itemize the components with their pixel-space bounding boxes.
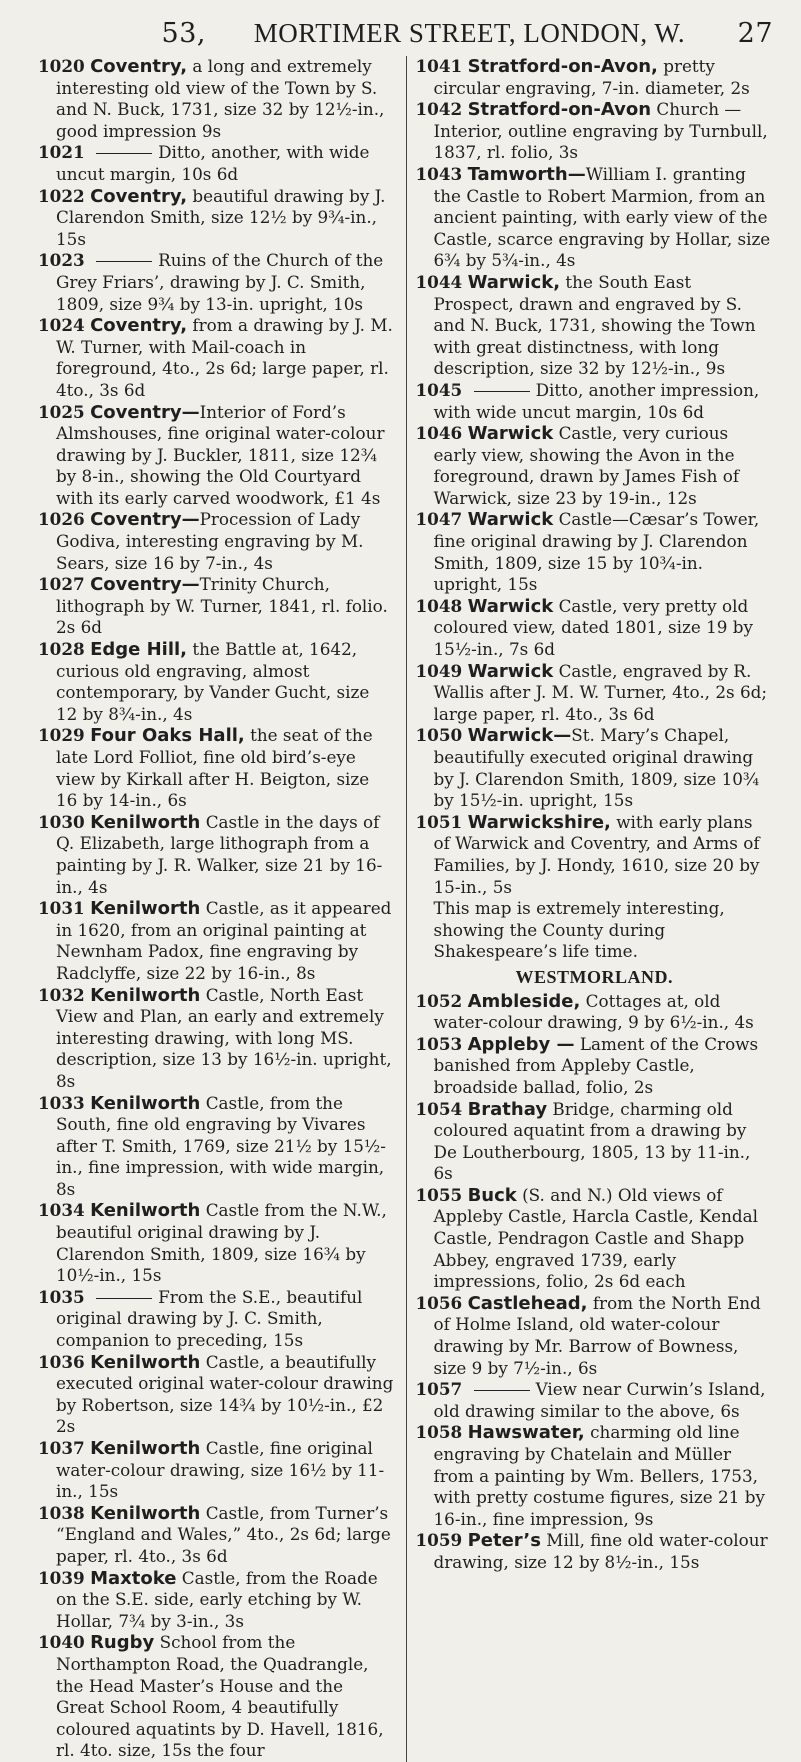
lot-number: 1025 — [38, 401, 85, 422]
lot-description: Church — Interior, outline engraving by Turnbull, 1837, rl. folio, 3s — [433, 99, 768, 163]
lot-title: Peter’s — [467, 1530, 541, 1552]
lot-title: Kenilworth — [90, 1200, 201, 1222]
lot-entry — [416, 596, 774, 661]
catalogue-columns — [38, 56, 773, 1762]
right-column — [406, 56, 774, 1762]
lot-title: Coventry— — [90, 401, 200, 423]
lot-number: 1043 — [415, 163, 463, 184]
lot-number: 1021 — [38, 142, 85, 163]
lot-title: Kenilworth — [90, 898, 201, 920]
lot-description: Castle, a beautifully executed original water-colour drawing by Robertson, size 14¾ by 10½-in., £2 2s — [56, 1351, 394, 1437]
lot-entry — [38, 1287, 396, 1352]
lot-number: 1044 — [415, 271, 463, 292]
lot-number: 1027 — [38, 574, 85, 595]
lot-entry — [38, 574, 396, 639]
lot-description: a long and extremely interesting old view of the Town by S. and N. Buck, 1731, size 32 by 12½-in., good impression 9s — [56, 56, 385, 141]
lot-description: Ditto, another impression, with wide uncut margin, 10s 6d — [433, 379, 760, 422]
lot-entry — [416, 509, 774, 595]
lot-description: the Battle at, 1642, curious old engraving, almost contemporary, by Vander Gucht, size 12 by 8¾-in., 4s — [56, 639, 370, 724]
lot-description: charming old line engraving by Chatelain and Müller from a painting by Wm. Bellers, 1753, with pretty costume figures, size 21 by 16-in., fine impression, 9s — [433, 1422, 765, 1529]
lot-description: from a drawing by J. M. W. Turner, with Mail-coach in foreground, 4to., 2s 6d; large paper, rl. 4to., 3s 6d — [56, 315, 393, 400]
ditto-rule — [96, 153, 152, 154]
lot-entry — [416, 725, 774, 811]
lot-entry — [38, 639, 396, 725]
lot-title: Stratford-on-Avon, — [467, 56, 658, 77]
lot-number: 1032 — [38, 984, 85, 1005]
lot-entry — [416, 991, 774, 1034]
lot-title: Buck — [467, 1184, 517, 1206]
lot-number: 1020 — [38, 56, 85, 76]
lot-entry — [38, 1568, 396, 1633]
lot-title: Warwick — [467, 595, 554, 617]
lot-entry — [38, 56, 396, 142]
lot-number: 1052 — [415, 990, 463, 1011]
lot-number: 1037 — [38, 1438, 85, 1458]
lot-number: 1046 — [415, 423, 463, 444]
lot-description: Ruins of the Church of the Grey Friars’, drawing by J. C. Smith, 1809, size 9¾ by 13-in. upright, 10s — [56, 250, 384, 314]
lot-description: St. Mary’s Chapel, beautifully executed original drawing by J. Clarendon Smith, 1809, size 10¾ by 15½-in. upright, 15s — [433, 725, 760, 811]
lot-title: Edge Hill, — [90, 639, 188, 661]
lot-title: Coventry, — [90, 315, 188, 337]
lot-description: William I. granting the Castle to Robert Marmion, from an ancient painting, with early view of the Castle, scarce engraving by Hollar, size 6¾ by 5¾-in., 4s — [433, 163, 771, 271]
lot-entry — [38, 1438, 396, 1503]
lot-entry — [416, 1422, 774, 1530]
lot-entry — [416, 56, 774, 99]
lot-number: 1024 — [38, 315, 85, 336]
lot-entry — [416, 661, 774, 726]
lot-title: Warwickshire, — [467, 811, 611, 833]
lot-title: Coventry— — [90, 509, 200, 531]
lot-entry — [416, 164, 774, 272]
lot-description: Castle—Cæsar’s Tower, fine original drawing by J. Clarendon Smith, 1809, size 15 by 10¾-in. upright, 15s — [433, 509, 760, 595]
lot-number: 1051 — [415, 811, 463, 832]
ditto-rule — [96, 1298, 152, 1299]
lot-number: 1029 — [38, 725, 85, 746]
entry-note: This map is extremely interesting, showing the County during Shakespeare’s life time. — [433, 898, 725, 962]
lot-number: 1050 — [415, 725, 463, 746]
lot-entry — [38, 1503, 396, 1568]
lot-number: 1055 — [415, 1184, 463, 1205]
lot-entry — [416, 423, 774, 509]
lot-description: with early plans of Warwick and Coventry, and Arms of Families, by J. Hondy, 1610, size 20 by 15-in., 5s — [433, 811, 760, 897]
lot-title: Kenilworth — [90, 811, 201, 833]
lot-number: 1030 — [38, 811, 85, 832]
lot-description: Ditto, another, with wide uncut margin, 10s 6d — [56, 142, 370, 184]
page-header — [38, 18, 773, 54]
lot-entry — [416, 1185, 774, 1293]
lot-title: Four Oaks Hall, — [90, 725, 245, 747]
lot-entry — [38, 509, 396, 574]
lot-description: the seat of the late Lord Folliot, fine old bird’s-eye view by Kirkall after H. Beigton, size 16 by 14-in., 6s — [56, 725, 373, 811]
lot-number: 1028 — [38, 639, 85, 660]
lot-title: Stratford-on-Avon — [467, 99, 652, 121]
lot-entry — [416, 812, 774, 898]
lot-number: 1040 — [38, 1632, 85, 1653]
lot-entry — [38, 1632, 396, 1762]
lot-description: pretty circular engraving, 7-in. diameter, 2s — [433, 56, 750, 98]
lot-number: 1058 — [415, 1422, 463, 1443]
lot-entry — [38, 186, 396, 251]
lot-number: 1023 — [38, 250, 85, 271]
lot-title: Kenilworth — [90, 1351, 201, 1373]
lot-number: 1056 — [415, 1292, 463, 1313]
lot-entry — [416, 1530, 774, 1573]
header-street-number: 53, — [161, 18, 206, 49]
left-column — [38, 56, 396, 1762]
lot-description: Castle in the days of Q. Elizabeth, large lithograph from a painting by J. R. Walker, size 21 by 16-in., 4s — [56, 811, 383, 897]
lot-description: Interior of Ford’s Almshouses, fine original water-colour drawing by J. Buckler, 1811, size 12¾ by 8-in., showing the Old Courtyard with its early carved woodwork, £1 4s — [56, 401, 385, 508]
lot-title: Rugby — [90, 1632, 155, 1654]
lot-description: the South East Prospect, drawn and engraved by S. and N. Buck, 1731, showing the Town with great distinctness, with long description, size 32 by 12½-in., 9s — [433, 271, 756, 379]
lot-title: Hawswater, — [467, 1422, 585, 1444]
lot-title: Warwick, — [467, 271, 561, 293]
lot-entry — [38, 725, 396, 811]
lot-description: Castle, North East View and Plan, an early and extremely interesting drawing, with long MS. description, size 13 by 16½-in. upright, 8s — [56, 984, 392, 1091]
lot-number: 1047 — [415, 509, 463, 530]
header-title: MORTIMER STREET, LONDON, W. — [253, 18, 686, 48]
lot-title: Kenilworth — [90, 1438, 201, 1459]
lot-entry — [38, 250, 396, 315]
lot-entry — [416, 1099, 774, 1185]
lot-number: 1053 — [415, 1033, 463, 1054]
lot-title: Kenilworth — [90, 1092, 201, 1114]
lot-description: Castle, from Turner’s “England and Wales,” 4to., 2s 6d; large paper, rl. 4to., 3s 6d — [56, 1502, 391, 1566]
lot-number: 1026 — [38, 509, 85, 530]
lot-number: 1049 — [415, 660, 463, 681]
lot-title: Warwick — [467, 423, 554, 445]
lot-description: View near Curwin’s Island, old drawing similar to the above, 6s — [433, 1379, 766, 1421]
lot-description: Castle, fine original water-colour drawing, size 16½ by 11-in., 15s — [56, 1438, 385, 1502]
lot-title: Coventry— — [90, 574, 200, 596]
lot-title: Coventry, — [90, 56, 188, 77]
lot-entry — [38, 315, 396, 401]
ditto-rule — [96, 261, 152, 262]
lot-entry — [416, 99, 774, 164]
lot-description: beautiful drawing by J. Clarendon Smith, size 12½ by 9¾-in., 15s — [56, 185, 386, 249]
lot-entry — [38, 1352, 396, 1438]
lot-title: Brathay — [467, 1098, 548, 1120]
lot-description: Castle, from the Roade on the S.E. side, early etching by W. Hollar, 7¾ by 3-in., 3s — [56, 1567, 378, 1631]
lot-description: Cottages at, old water-colour drawing, 9 by 6½-in., 4s — [433, 990, 754, 1033]
lot-number: 1054 — [415, 1098, 463, 1119]
lot-entry — [416, 1379, 774, 1422]
lot-number: 1034 — [38, 1200, 85, 1221]
page-number: 27 — [737, 18, 773, 49]
lot-description: Mill, fine old water-colour drawing, size 12 by 8½-in., 15s — [433, 1530, 768, 1572]
lot-description: Procession of Lady Godiva, interesting engraving by M. Sears, size 16 by 7-in., 4s — [56, 509, 364, 573]
lot-entry — [38, 402, 396, 510]
lot-title: Maxtoke — [90, 1567, 177, 1589]
lot-number: 1036 — [38, 1351, 85, 1372]
lot-description: Castle, engraved by R. Wallis after J. M. W. Turner, 4to., 2s 6d; large paper, rl. 4to., 3s 6d — [433, 660, 768, 724]
lot-entry — [416, 1034, 774, 1099]
lot-title: Kenilworth — [90, 1502, 201, 1524]
lot-description: Castle from the N.W., beautiful original drawing by J. Clarendon Smith, 1809, size 16¾ by 10½-in., 15s — [56, 1200, 387, 1286]
ditto-rule — [474, 1390, 530, 1391]
lot-entry — [38, 142, 396, 185]
lot-title: Castlehead, — [467, 1292, 588, 1314]
lot-description: Bridge, charming old coloured aquatint from a drawing by De Loutherbourg, 1805, 13 by 11-in., 6s — [433, 1098, 751, 1184]
lot-number: 1059 — [415, 1530, 463, 1551]
lot-number: 1035 — [38, 1286, 85, 1307]
lot-title: Ambleside, — [467, 990, 581, 1012]
lot-description: Lament of the Crows banished from Appleby Castle, broadside ballad, folio, 2s — [433, 1033, 759, 1097]
lot-number: 1022 — [38, 185, 85, 206]
lot-description: Trinity Church, lithograph by W. Turner, 1841, rl. folio. 2s 6d — [56, 574, 388, 638]
lot-number: 1031 — [38, 898, 85, 919]
lot-description: from the North End of Holme Island, old water-colour drawing by Mr. Barrow of Bowness, size 9 by 7½-in., 6s — [433, 1292, 761, 1378]
lot-title: Warwick — [467, 660, 554, 682]
lot-description: School from the Northampton Road, the Quadrangle, the Head Master’s House and the Great School Room, 4 beautifully coloured aquatints by D. Havell, 1816, rl. 4to. size, 15s the four — [56, 1632, 384, 1761]
ditto-rule — [474, 391, 530, 392]
lot-description: Castle, as it appeared in 1620, from an original painting at Newnham Padox, fine engraving by Radclyffe, size 22 by 16-in., 8s — [56, 898, 392, 983]
lot-title: Tamworth— — [467, 163, 586, 185]
lot-entry — [416, 1293, 774, 1379]
lot-title: Kenilworth — [90, 984, 201, 1006]
lot-entry — [38, 1200, 396, 1286]
lot-number: 1041 — [415, 56, 463, 76]
lot-entry — [38, 985, 396, 1093]
lot-entry — [38, 812, 396, 898]
lot-entry — [38, 898, 396, 984]
lot-number: 1048 — [415, 595, 463, 616]
lot-number: 1038 — [38, 1502, 85, 1523]
lot-description: Castle, very curious early view, showing the Avon in the foreground, drawn by James Fish of Warwick, size 23 by 19-in., 12s — [433, 423, 740, 508]
lot-number: 1033 — [38, 1092, 85, 1113]
lot-number: 1042 — [415, 99, 463, 120]
lot-number: 1045 — [415, 379, 463, 400]
section-heading: WESTMORLAND. — [515, 966, 673, 987]
lot-title: Warwick— — [467, 725, 572, 747]
lot-entry — [416, 272, 774, 380]
lot-title: Coventry, — [90, 185, 188, 207]
lot-title: Appleby — — [467, 1033, 575, 1055]
lot-description: Castle, very pretty old coloured view, dated 1801, size 19 by 15½-in., 7s 6d — [433, 595, 753, 660]
lot-description: (S. and N.) Old views of Appleby Castle, Harcla Castle, Kendal Castle, Pendragon Castle and Shapp Abbey, engraved 1739, early impressions, folio, 2s 6d each — [433, 1184, 758, 1292]
lot-number: 1057 — [415, 1379, 463, 1400]
lot-description: Castle, from the South, fine old engraving by Vivares after T. Smith, 1769, size 21½ by 15½-in., fine impression, with wide margin, 8s — [56, 1092, 386, 1199]
lot-entry — [38, 1093, 396, 1201]
lot-number: 1039 — [38, 1567, 85, 1588]
lot-title: Warwick — [467, 509, 554, 531]
lot-description: From the S.E., beautiful original drawing by J. C. Smith, companion to preceding, 15s — [56, 1286, 363, 1351]
lot-entry — [416, 380, 774, 423]
